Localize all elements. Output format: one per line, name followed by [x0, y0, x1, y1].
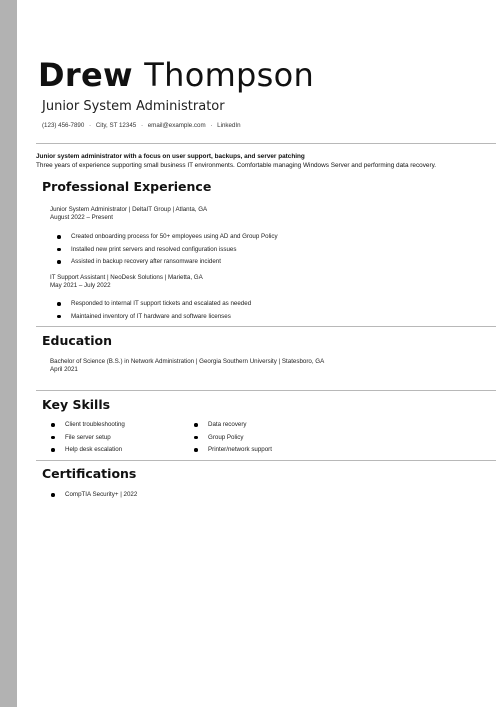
contact-line	[42, 122, 241, 129]
summary-headline: Junior system administrator with a focus on user support, backups, and server patching	[36, 153, 305, 160]
section-divider	[36, 326, 496, 327]
resume-page	[17, 0, 500, 707]
list-item: Responded to internal IT support tickets and escalated as needed	[56, 300, 251, 313]
contact-phone: (123) 456-7890	[42, 122, 85, 129]
summary-text: Three years of experience supporting small business IT environments. Comfortable managing Windows Server and performing data recovery.	[36, 161, 437, 169]
list-item: Printer/network support	[193, 446, 272, 459]
list-item: Installed new print servers and resolved configuration issues	[56, 246, 278, 259]
certifications-list	[50, 491, 137, 504]
certifications-heading: Certifications	[42, 466, 137, 481]
list-item: File server setup	[50, 434, 125, 447]
skills-heading: Key Skills	[42, 397, 111, 412]
job-1-role-line: Junior System Administrator | DeltaIT Group | Atlanta, GA	[50, 206, 208, 213]
last-name: Thompson	[144, 56, 315, 94]
contact-separator: ·	[140, 122, 143, 129]
list-item: Created onboarding process for 50+ employees using AD and Group Policy	[56, 233, 278, 246]
contact-email[interactable]: email@example.com	[147, 122, 206, 129]
skills-right-column	[193, 421, 272, 459]
job-2-dates: May 2021 – July 2022	[50, 282, 111, 289]
first-name: Drew	[38, 56, 133, 94]
job-2-role-line: IT Support Assistant | NeoDesk Solutions | Marietta, GA	[50, 274, 203, 281]
education-heading: Education	[42, 333, 112, 348]
list-item: CompTIA Security+ | 2022	[50, 491, 137, 504]
section-divider	[36, 143, 496, 144]
list-item: Help desk escalation	[50, 446, 125, 459]
section-divider	[36, 390, 496, 391]
list-item: Client troubleshooting	[50, 421, 125, 434]
education-degree-line: Bachelor of Science (B.S.) in Network Administration | Georgia Southern University | Statesboro, GA	[50, 358, 325, 365]
list-item: Data recovery	[193, 421, 272, 434]
section-divider	[36, 460, 496, 461]
job-1-bullets	[56, 233, 278, 271]
job-2-bullets	[56, 300, 251, 325]
list-item: Group Policy	[193, 434, 272, 447]
experience-heading: Professional Experience	[42, 179, 212, 194]
job-1-dates: August 2022 – Present	[50, 214, 113, 221]
contact-location: City, ST 12345	[95, 122, 137, 129]
sidebar-accent-bar	[0, 0, 17, 707]
candidate-name	[38, 55, 314, 95]
list-item: Maintained inventory of IT hardware and software licenses	[56, 313, 251, 326]
job-title: Junior System Administrator	[42, 99, 225, 114]
summary-block	[36, 153, 496, 170]
education-date: April 2021	[50, 366, 78, 373]
contact-linkedin[interactable]: LinkedIn	[217, 122, 241, 129]
skills-left-column	[50, 421, 125, 459]
contact-separator: ·	[89, 122, 92, 129]
list-item: Assisted in backup recovery after ransomware incident	[56, 258, 278, 271]
contact-separator: ·	[210, 122, 213, 129]
